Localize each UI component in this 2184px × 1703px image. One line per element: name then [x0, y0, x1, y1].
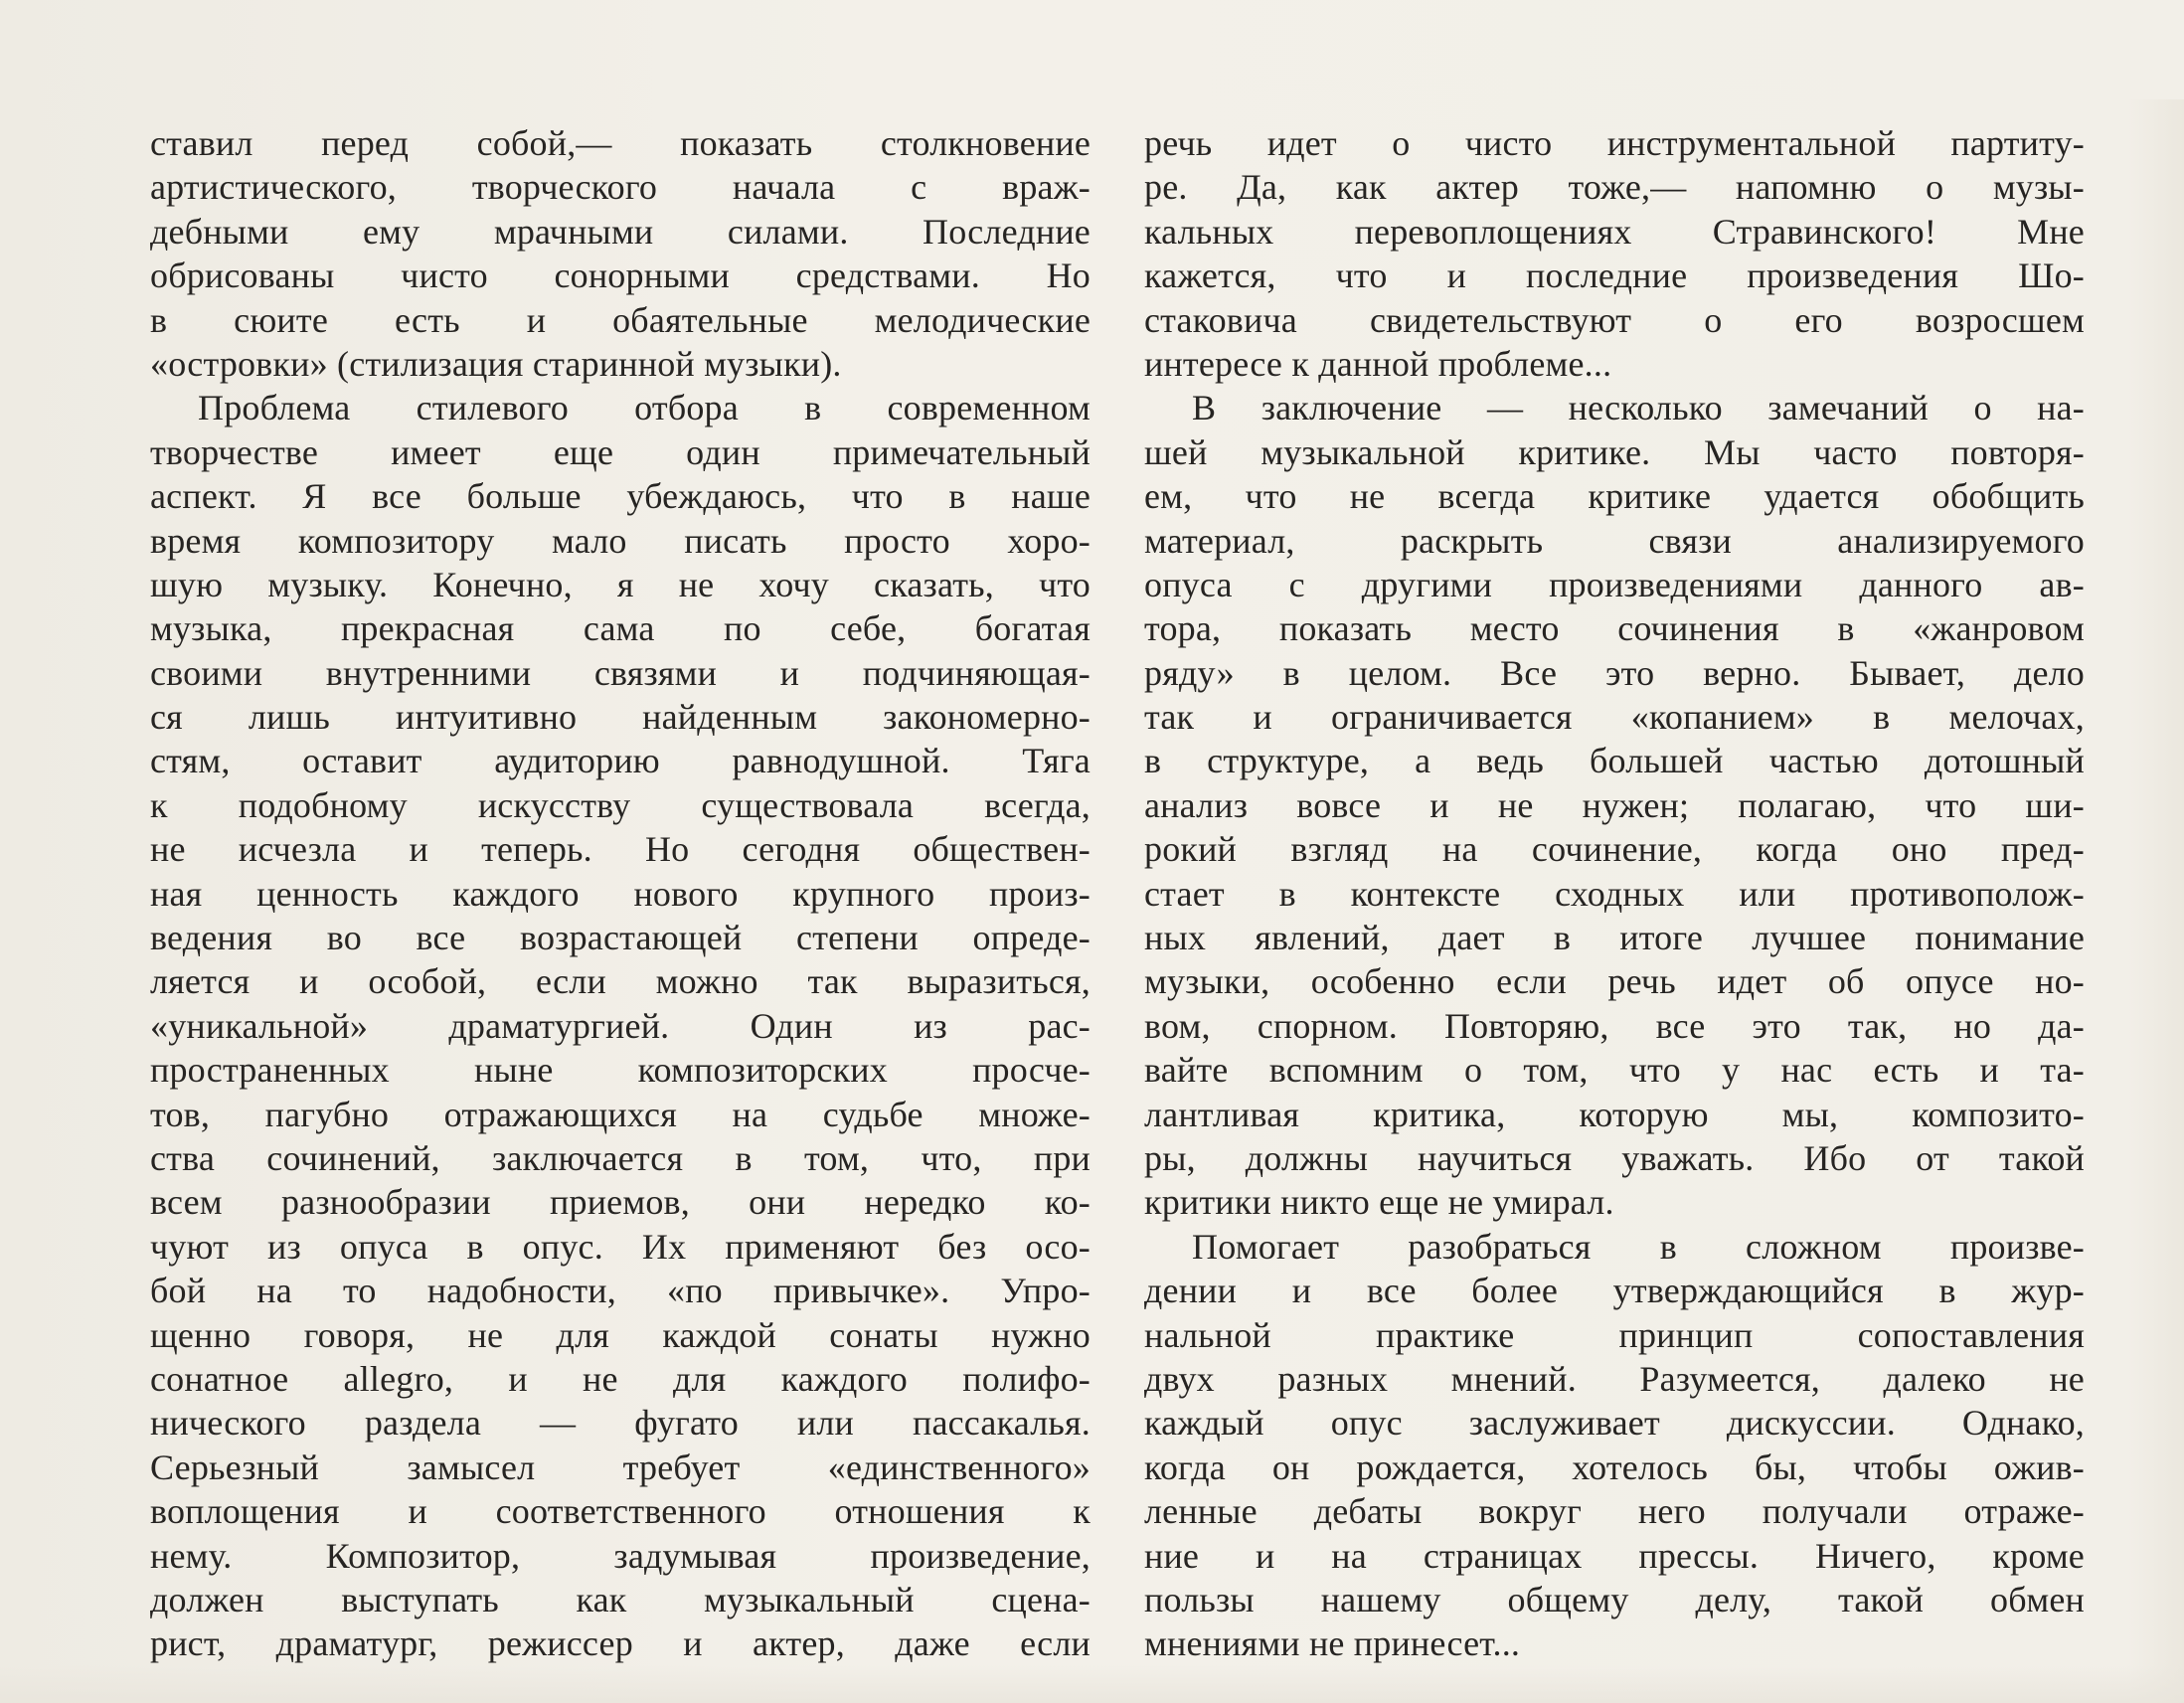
page-edge-shadow [2127, 99, 2184, 1703]
text-line: так и ограничивается «копанием» в мелочах, [1144, 697, 2085, 738]
text-line: тов, пагубно отражающихся на судьбе множе- [150, 1094, 1091, 1134]
paragraph-first-line: Проблема стилевого отбора в современном [198, 388, 1091, 428]
text-line: ре. Да, как актер тоже,— напомню о музы- [1144, 167, 2085, 208]
text-line: всем разнообразии приемов, они нередко ко- [150, 1182, 1091, 1223]
text-line: критики никто еще не умирал. [1144, 1182, 1614, 1223]
text-line: когда он рождается, хотелось бы, чтобы ожив- [1144, 1447, 2085, 1487]
text-line: обрисованы чисто сонорными средствами. Но [150, 255, 1091, 296]
text-line: «островки» (стилизация старинной музыки). [150, 343, 842, 384]
text-line: артистического, творческого начала с враж- [150, 167, 1091, 208]
text-line: анализ вовсе и не нужен; полагаю, что ши- [1144, 784, 2085, 825]
text-line: в структуре, а ведь большей частью дотошный [1144, 741, 2085, 781]
text-line: время композитору мало писать просто хоро- [150, 520, 1091, 561]
text-line: лантливая критика, которую мы, композито- [1144, 1094, 2085, 1134]
text-line: аспект. Я все больше убеждаюсь, что в наше [150, 476, 1091, 517]
text-line: своими внутренними связями и подчиняющая- [150, 652, 1091, 693]
text-line: к подобному искусству существовала всегда, [150, 784, 1091, 825]
text-line: пользы нашему общему делу, такой обмен [1144, 1579, 2085, 1619]
text-line: музыка, прекрасная сама по себе, богатая [150, 608, 1091, 649]
paragraph-first-line: Помогает разобраться в сложном произве- [1192, 1226, 2085, 1267]
text-line: ленные дебаты вокруг него получали отраже- [1144, 1491, 2085, 1532]
text-line: нальной практике принцип сопоставления [1144, 1314, 2085, 1355]
text-line: ведения во все возрастающей степени опреде- [150, 918, 1091, 958]
text-line: мнениями не принесет... [1144, 1623, 1521, 1664]
text-line: кажется, что и последние произведения Шо- [1144, 255, 2085, 296]
text-line: «уникальной» драматургией. Один из рас- [150, 1005, 1091, 1046]
text-line: воплощения и соответственного отношения к [150, 1491, 1091, 1532]
text-line: в сюите есть и обаятельные мелодические [150, 299, 1091, 340]
text-line: речь идет о чисто инструментальной партиту- [1144, 123, 2085, 163]
text-line: Серьезный замысел требует «единственного» [150, 1447, 1091, 1487]
text-line: каждый опус заслуживает дискуссии. Однако, [1144, 1403, 2085, 1444]
text-line: чуют из опуса в опус. Их применяют без осо- [150, 1226, 1091, 1267]
text-line: ся лишь интуитивно найденным закономерно- [150, 697, 1091, 738]
text-line: рокий взгляд на сочинение, когда оно пред- [1144, 829, 2085, 870]
text-line: вайте вспомним о том, что у нас есть и та- [1144, 1050, 2085, 1091]
page-bottom-shadow [0, 1665, 2184, 1703]
text-line: вом, спорном. Повторяю, все это так, но да- [1144, 1005, 2085, 1046]
text-line: творчестве имеет еще один примечательный [150, 431, 1091, 472]
text-line: сонатное allegro, и не для каждого полифо- [150, 1358, 1091, 1399]
text-line: тора, показать место сочинения в «жанровом [1144, 608, 2085, 649]
text-line: интересе к данной проблеме... [1144, 343, 1612, 384]
text-line: рист, драматург, режиссер и актер, даже если [150, 1623, 1091, 1664]
text-line: стаковича свидетельствуют о его возросшем [1144, 299, 2085, 340]
right-text-column [1144, 121, 2085, 1666]
text-line: ства сочинений, заключается в том, что, при [150, 1137, 1091, 1178]
text-line: музыки, особенно если речь идет об опусе но- [1144, 961, 2085, 1002]
text-line: ная ценность каждого нового крупного произ- [150, 873, 1091, 914]
text-line: кальных перевоплощениях Стравинского! Мне [1144, 211, 2085, 252]
text-line: ем, что не всегда критике удается обобщить [1144, 476, 2085, 517]
text-line: двух разных мнений. Разумеется, далеко не [1144, 1358, 2085, 1399]
text-line: шую музыку. Конечно, я не хочу сказать, что [150, 564, 1091, 604]
text-line: пространенных ныне композиторских просче- [150, 1050, 1091, 1091]
text-line: ряду» в целом. Все это верно. Бывает, дело [1144, 652, 2085, 693]
text-line: дебными ему мрачными силами. Последние [150, 211, 1091, 252]
text-line: ляется и особой, если можно так выразиться, [150, 961, 1091, 1002]
text-line: материал, раскрыть связи анализируемого [1144, 520, 2085, 561]
text-line: шей музыкальной критике. Мы часто повторя- [1144, 431, 2085, 472]
paragraph-first-line: В заключение — несколько замечаний о на- [1192, 388, 2085, 428]
left-text-column [150, 121, 1091, 1666]
text-line: нему. Композитор, задумывая произведение, [150, 1535, 1091, 1576]
text-line: стает в контексте сходных или противополож- [1144, 873, 2085, 914]
text-line: не исчезла и теперь. Но сегодня обществен- [150, 829, 1091, 870]
text-line: опуса с другими произведениями данного ав- [1144, 564, 2085, 604]
text-line: ры, должны научиться уважать. Ибо от такой [1144, 1137, 2085, 1178]
text-line: бой на то надобности, «по привычке». Упро- [150, 1271, 1091, 1311]
text-line: ных явлений, дает в итоге лучшее понимание [1144, 918, 2085, 958]
text-line: нического раздела — фугато или пассакалья. [150, 1403, 1091, 1444]
text-line: щенно говоря, не для каждой сонаты нужно [150, 1314, 1091, 1355]
text-line: ставил перед собой,— показать столкновение [150, 123, 1091, 163]
text-line: дении и все более утверждающийся в жур- [1144, 1271, 2085, 1311]
text-line: должен выступать как музыкальный сцена- [150, 1579, 1091, 1619]
text-line: ние и на страницах прессы. Ничего, кроме [1144, 1535, 2085, 1576]
text-line: стям, оставит аудиторию равнодушной. Тяга [150, 741, 1091, 781]
